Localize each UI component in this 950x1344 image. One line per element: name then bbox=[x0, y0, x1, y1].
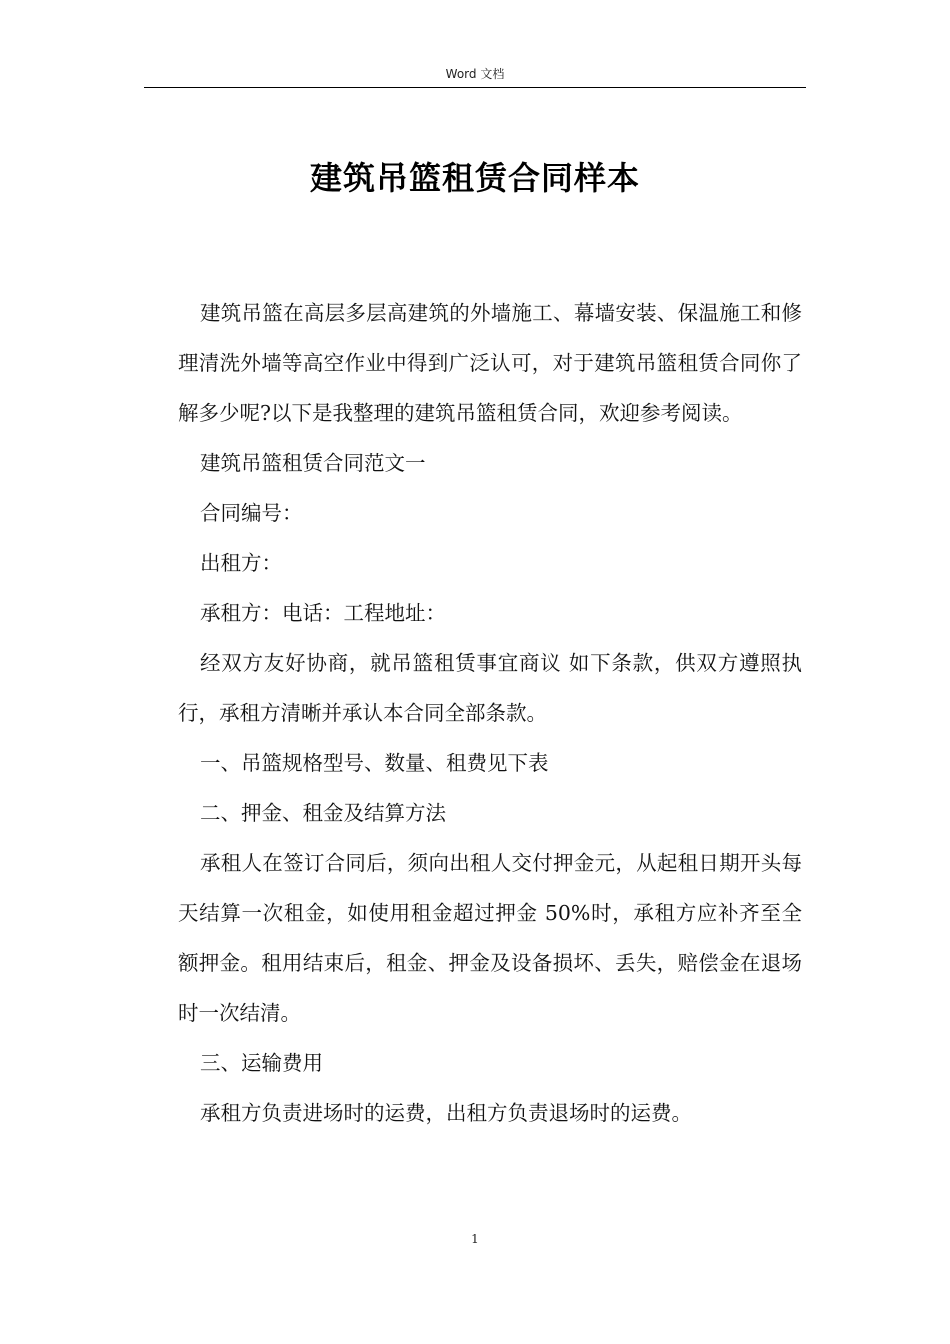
header-label: Word 文档 bbox=[445, 67, 505, 81]
paragraph-agreement: 经双方友好协商，就吊篮租赁事宜商议 如下条款，供双方遵照执行，承租方清晰并承认本合同全部条款。 bbox=[178, 651, 802, 725]
header-divider bbox=[144, 87, 806, 88]
paragraph-sample-heading: 建筑吊篮租赁合同范文一 bbox=[200, 451, 426, 475]
paragraph-deposit-terms: 承租人在签订合同后，须向出租人交付押金元，从起租日期开头每天结算一次租金，如使用租金超过押金 50%时，承租方应补齐至全额押金。租用结束后，租金、押金及设备损坏、丢失，赔偿金在退场时一次结清。 bbox=[178, 851, 802, 1025]
paragraph-lessee: 承租方：电话：工程地址： bbox=[200, 601, 446, 625]
paragraph-transport-terms: 承租方负责进场时的运费，出租方负责退场时的运费。 bbox=[200, 1101, 692, 1125]
paragraph-section-1: 一、吊篮规格型号、数量、租费见下表 bbox=[200, 751, 549, 775]
paragraph-section-3: 三、运输费用 bbox=[200, 1051, 323, 1075]
document-body bbox=[178, 288, 802, 1138]
paragraph-contract-number: 合同编号： bbox=[200, 501, 303, 525]
paragraph-intro: 建筑吊篮在高层多层高建筑的外墙施工、幕墙安装、保温施工和修理清洗外墙等高空作业中得到广泛认可，对于建筑吊篮租赁合同你了解多少呢?以下是我整理的建筑吊篮租赁合同，欢迎参考阅读。 bbox=[178, 301, 802, 425]
document-title: 建筑吊篮租赁合同样本 bbox=[309, 159, 640, 197]
paragraph-section-2: 二、押金、租金及结算方法 bbox=[200, 801, 446, 825]
paragraph-lessor: 出租方： bbox=[200, 551, 282, 575]
page-number: 1 bbox=[471, 1232, 479, 1246]
